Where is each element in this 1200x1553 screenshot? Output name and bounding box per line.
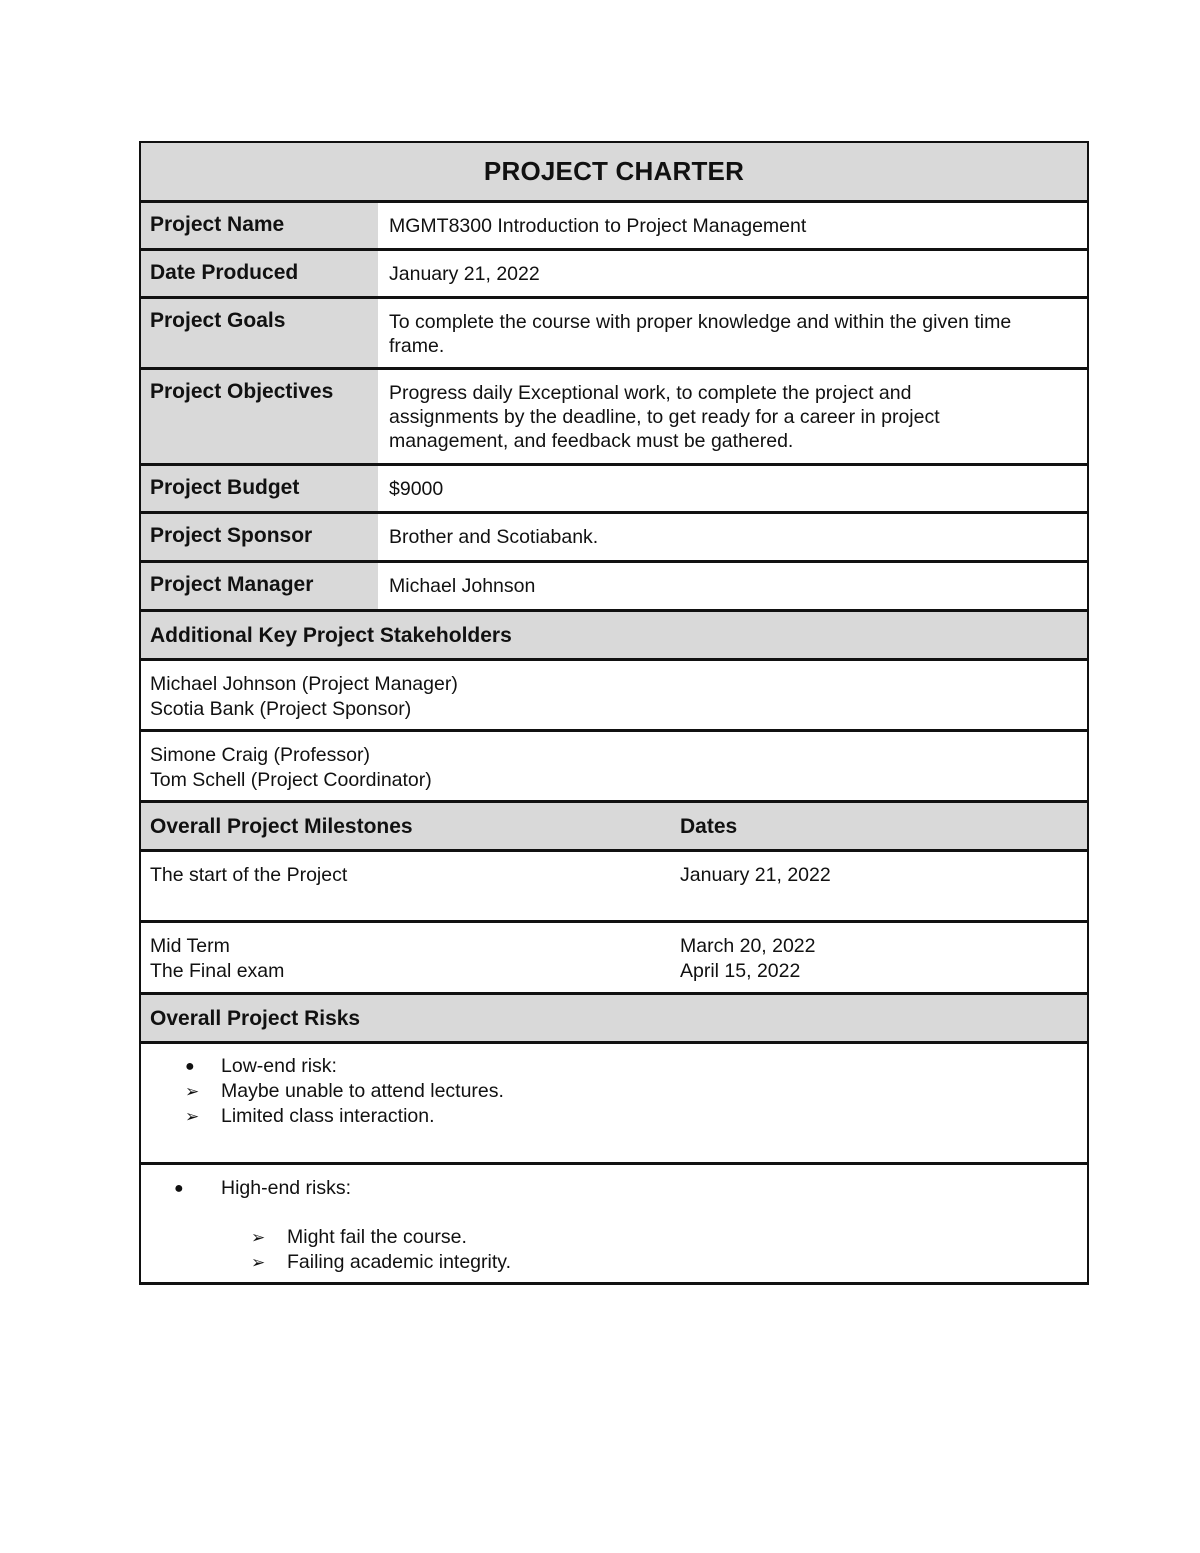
project-charter-table — [139, 141, 1089, 1285]
field-label: Project Sponsor — [141, 514, 378, 560]
stakeholder-list — [141, 732, 432, 800]
field-project-objectives — [141, 367, 1087, 463]
risk-item — [185, 1104, 504, 1129]
milestone-names — [141, 852, 670, 920]
milestone-name: The start of the Project — [150, 864, 348, 886]
milestone-date: April 15, 2022 — [680, 960, 801, 982]
risk-item — [174, 1176, 511, 1201]
milestone-date: January 21, 2022 — [680, 864, 831, 886]
stakeholders-header — [141, 609, 1087, 658]
milestone-name: The Final exam — [150, 960, 285, 982]
milestone-group — [141, 920, 1087, 992]
risk-title: High-end risks: — [221, 1177, 352, 1199]
field-label: Project Manager — [141, 563, 378, 609]
arrow-bullet-icon: ➢ — [185, 1082, 200, 1101]
value-line: management, and feedback must be gathered. — [389, 430, 794, 452]
value-line: assignments by the deadline, to get ready for a career in project — [389, 406, 940, 428]
field-value — [378, 299, 1087, 367]
value-line: frame. — [389, 335, 445, 357]
field-value: Brother and Scotiabank. — [389, 526, 599, 548]
risk-item — [251, 1250, 511, 1275]
risk-item — [185, 1054, 504, 1079]
field-project-budget — [141, 463, 1087, 511]
stakeholder: Simone Craig (Professor) — [150, 744, 370, 766]
field-project-goals — [141, 296, 1087, 367]
bullet-icon: ● — [174, 1180, 184, 1197]
field-value: January 21, 2022 — [389, 263, 540, 285]
risk-text: Maybe unable to attend lectures. — [221, 1080, 504, 1102]
risk-item — [251, 1225, 511, 1250]
arrow-bullet-icon: ➢ — [251, 1228, 266, 1247]
field-label: Project Budget — [141, 466, 378, 511]
stakeholder: Michael Johnson (Project Manager) — [150, 673, 458, 695]
field-label: Project Name — [141, 203, 378, 248]
field-label: Date Produced — [141, 251, 378, 296]
milestone-group — [141, 849, 1087, 920]
milestones-header — [141, 800, 1087, 849]
field-value: Michael Johnson — [389, 575, 536, 597]
milestone-dates — [670, 852, 1087, 920]
field-value: MGMT8300 Introduction to Project Management — [389, 215, 807, 237]
arrow-bullet-icon: ➢ — [185, 1107, 200, 1126]
value-line: To complete the course with proper knowledge and within the given time — [389, 311, 1012, 333]
risk-item — [185, 1079, 504, 1104]
field-value — [378, 370, 1087, 463]
stakeholder-group — [141, 658, 1087, 729]
charter-title: PROJECT CHARTER — [141, 143, 1087, 200]
stakeholder: Scotia Bank (Project Sponsor) — [150, 698, 412, 720]
risk-text: Limited class interaction. — [221, 1105, 435, 1127]
section-heading: Additional Key Project Stakeholders — [150, 624, 512, 647]
risk-text: Failing academic integrity. — [287, 1251, 511, 1273]
field-value: $9000 — [389, 478, 444, 500]
risk-group-low — [141, 1041, 1087, 1162]
field-label: Project Goals — [141, 299, 378, 367]
value-line: Progress daily Exceptional work, to complete the project and — [389, 382, 912, 404]
field-project-manager — [141, 560, 1087, 609]
field-project-name — [141, 200, 1087, 248]
risk-list — [141, 1165, 511, 1282]
milestone-names — [141, 923, 670, 992]
milestone-dates — [670, 923, 1087, 992]
stakeholder-group — [141, 729, 1087, 800]
milestone-name: Mid Term — [150, 935, 230, 957]
risk-group-high — [141, 1162, 1087, 1282]
risks-header — [141, 992, 1087, 1041]
stakeholder-list — [141, 661, 458, 729]
stakeholder: Tom Schell (Project Coordinator) — [150, 769, 432, 791]
risk-list — [141, 1044, 504, 1162]
risk-title: Low-end risk: — [221, 1055, 337, 1077]
risk-text: Might fail the course. — [287, 1226, 467, 1248]
milestone-date: March 20, 2022 — [680, 935, 816, 957]
section-heading: Overall Project Risks — [150, 1007, 361, 1030]
dates-heading: Dates — [680, 815, 738, 838]
field-project-sponsor — [141, 511, 1087, 560]
field-date-produced — [141, 248, 1087, 296]
field-label: Project Objectives — [141, 370, 378, 463]
section-heading: Overall Project Milestones — [150, 815, 413, 838]
arrow-bullet-icon: ➢ — [251, 1253, 266, 1272]
bullet-icon: ● — [185, 1058, 195, 1075]
